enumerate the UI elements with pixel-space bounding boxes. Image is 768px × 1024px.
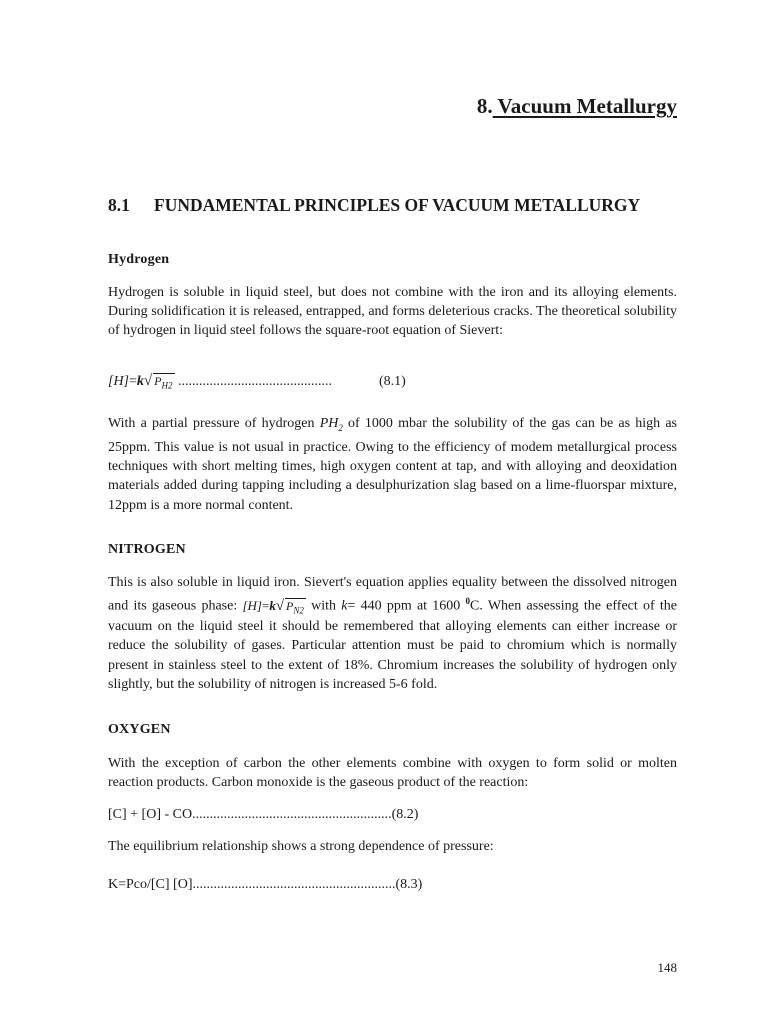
nitrogen-paragraph: This is also soluble in liquid iron. Sievert's equation applies equality between the dissolved nitrogen and its gaseous phase: [H]=k√ $P_{N2}$ with k= 440 ppm at 1600 $^0$C. When assessing the effect of the vacuum on the liquid steel it should be remembered that alloying elements can either increase or reduce the solubility of gases. Particular attention must be paid to chromium which is normally present in stainless steel to the extent of 18%. Chromium increases the solubility of hydrogen only slightly, but the solubility of nitrogen is increased 5-6 fold.	[108, 575, 678, 692]
nitrogen-inline-equation: [H]=k√ $P_{N2}$	[242, 597, 304, 616]
eq1-k: k	[136, 374, 144, 389]
equilibrium-paragraph: The equilibrium relationship shows a strong dependence of pressure:	[108, 839, 494, 854]
equation-8-1	[108, 372, 677, 392]
sqrt-icon: √	[275, 597, 285, 614]
eq1-dots: ............................................	[178, 374, 332, 389]
chapter-title-text: Vacuum Metallurgy	[492, 94, 677, 118]
ph2-symbol: $PH_2$	[319, 416, 343, 433]
sqrt-icon: √	[143, 373, 153, 389]
section-title: FUNDAMENTAL PRINCIPLES OF VACUUM METALLURGY	[154, 195, 641, 215]
section-number: 8.1	[108, 195, 130, 215]
chapter-number: 8.	[476, 94, 493, 118]
hydrogen-heading: Hydrogen	[108, 252, 170, 267]
equation-8-2: [C] + [O] - CO.........................................................(8.2)	[108, 807, 419, 822]
degree-superscript: 0	[465, 596, 471, 607]
chapter-title	[477, 94, 677, 119]
page-number: 148	[657, 960, 677, 975]
nitrogen-heading: NITROGEN	[108, 542, 186, 557]
section-heading	[108, 193, 678, 217]
oxygen-paragraph: With the exception of carbon the other elements combine with oxygen to form solid or molten reaction products. Carbon monoxide is the gaseous product of the reaction:	[108, 756, 677, 791]
oxygen-heading: OXYGEN	[108, 722, 171, 737]
eq1-equals: =	[129, 374, 137, 389]
hydrogen-intro-paragraph: Hydrogen is soluble in liquid steel, but does not combine with the iron and its alloying elements. During solidification it is released, entrapped, and forms deleterious cracks. The theoretical solubility of hydrogen in liquid steel follows the square-root equation of Sievert:	[108, 285, 677, 339]
equation-8-3: K=Pco/[C] [O]..........................................................(8.3)	[108, 877, 423, 892]
eq1-label: (8.1)	[379, 374, 406, 389]
eq1-radicand: $P_{H2}$	[154, 374, 173, 391]
eq1-lhs: [H]	[108, 374, 130, 389]
hydrogen-pressure-paragraph: With a partial pressure of hydrogen $PH_2$ of 1000 mbar the solubility of the gas can be as high as 25ppm. This value is not usual in practice. Owing to the efficiency of modem metallurgical process techniques with short melting times, high oxygen content at tap, and with alloying and deoxidation materials added during tapping including a desulphurization slag based on a lime-fluorspar mixture, 12ppm is a more normal content.	[108, 416, 677, 513]
